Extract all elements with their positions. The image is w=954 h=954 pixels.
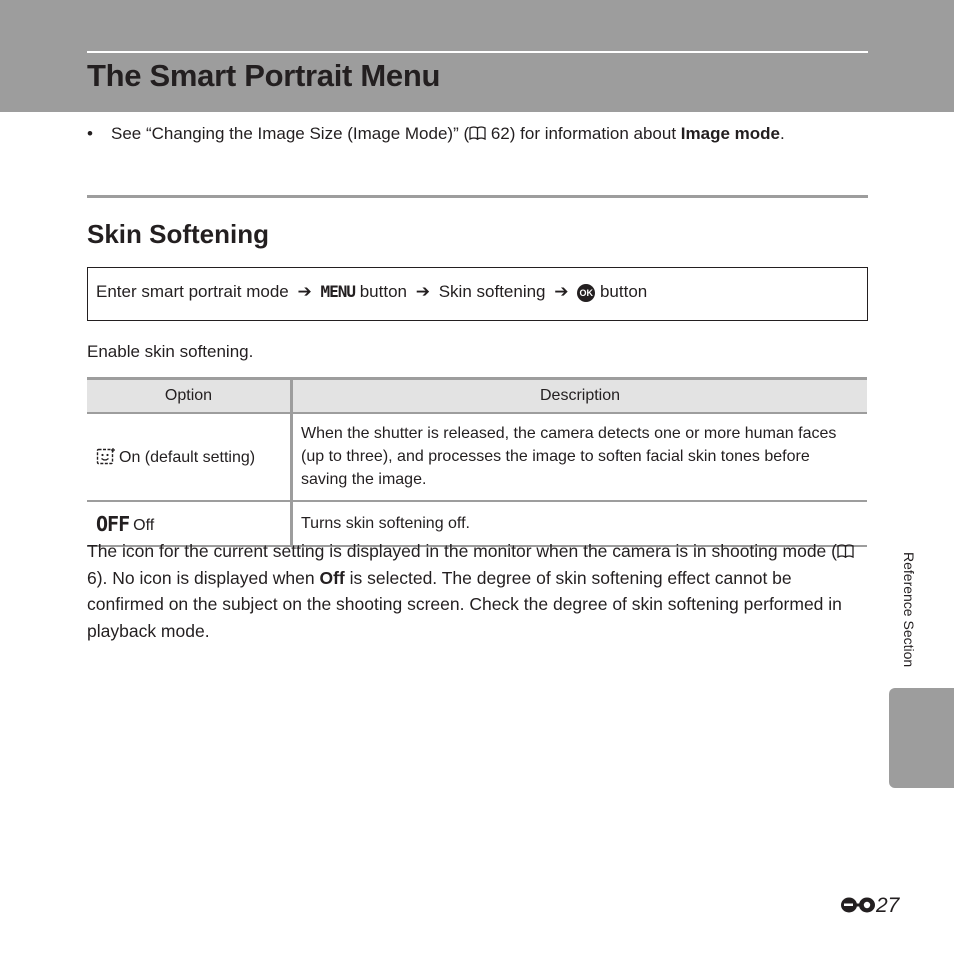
table-row <box>87 413 867 501</box>
header-band <box>0 0 954 112</box>
column-header-description: Description <box>292 379 868 414</box>
header-rule <box>87 51 868 53</box>
book-reference-icon <box>469 126 486 140</box>
ok-button-icon: OK <box>577 284 595 302</box>
body-text-part2: 6). No icon is displayed when <box>87 567 320 588</box>
reference-section-e-icon <box>840 896 876 914</box>
bullet-note <box>87 124 887 144</box>
option-cell <box>87 413 292 501</box>
arrow-right-icon: ➔ <box>554 282 569 301</box>
side-section-label: Reference Section <box>901 552 917 668</box>
bullet-marker: • <box>87 124 93 143</box>
column-header-option: Option <box>87 379 292 414</box>
nav-step-ok-label: button <box>595 282 648 301</box>
off-icon: OFF <box>96 511 130 536</box>
page-title: The Smart Portrait Menu <box>87 58 441 93</box>
menu-button-icon: MENU <box>320 282 355 301</box>
book-reference-icon <box>837 544 854 558</box>
body-text-part3: is selected. The degree of skin softening effect cannot be confirmed on the subject on the shooting screen. Check the degree of skin softening performed in playback mode. <box>87 567 842 641</box>
option-label: On (default setting) <box>119 449 256 466</box>
body-text-part1: The icon for the current setting is displayed in the monitor when the camera is in shooting mode ( <box>87 541 837 561</box>
body-paragraph <box>87 538 867 644</box>
section-title: Skin Softening <box>87 219 269 249</box>
nav-step-button-label: button <box>355 282 407 301</box>
bullet-text-middle: 62) for information about <box>486 124 681 143</box>
description-cell: Turns skin softening off. <box>292 501 868 546</box>
arrow-right-icon: ➔ <box>415 282 430 301</box>
page-number <box>840 894 899 918</box>
description-cell: When the shutter is released, the camera detects one or more human faces (up to three), and processes the image to soften facial skin tones before saving the image. <box>292 413 868 501</box>
navigation-path-box <box>87 267 868 321</box>
section-rule <box>87 195 868 198</box>
options-table <box>87 377 867 547</box>
navigation-path <box>96 282 647 302</box>
table-header-row <box>87 379 867 414</box>
bullet-text-after: . <box>780 124 785 143</box>
nav-step-skin-softening: Skin softening <box>438 282 546 301</box>
nav-step-smart-portrait: Enter smart portrait mode <box>96 282 289 301</box>
image-mode-term: Image mode <box>680 124 780 143</box>
intro-text: Enable skin softening. <box>87 342 254 361</box>
page-number-value: 27 <box>876 894 900 917</box>
off-term: Off <box>319 567 345 588</box>
bullet-text-before: See “Changing the Image Size (Image Mode)” ( <box>111 124 470 143</box>
arrow-right-icon: ➔ <box>297 282 312 301</box>
option-label: Off <box>133 516 155 534</box>
side-section-tab <box>889 688 954 788</box>
face-softening-icon <box>96 447 116 465</box>
